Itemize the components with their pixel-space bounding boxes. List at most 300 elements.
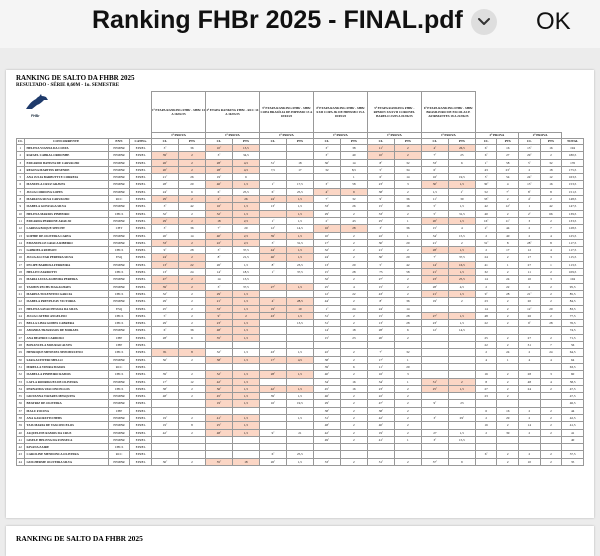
points-cell: 1,5	[448, 290, 475, 297]
table-row[interactable]	[17, 458, 584, 465]
points-cell: 9	[340, 188, 367, 195]
placing-cell: 12º	[421, 327, 448, 334]
total-cell: 77,5	[562, 312, 584, 319]
points-cell: 3	[394, 181, 421, 188]
placing-cell: 19º	[259, 305, 286, 312]
placing-cell: 16	[475, 422, 497, 429]
competitor-name: ANA JULIA BARBUTTI E CORREIA	[24, 174, 108, 181]
points-cell	[448, 349, 475, 356]
placing-cell	[421, 363, 448, 370]
placing-cell: 21º	[421, 290, 448, 297]
rank-cell: 41	[17, 436, 25, 443]
points-cell: 2	[178, 385, 205, 392]
rank-cell: 2	[17, 152, 25, 159]
table-row[interactable]	[17, 210, 584, 217]
table-row[interactable]	[17, 414, 584, 421]
table-row[interactable]	[17, 400, 584, 407]
placing-cell: 31	[519, 342, 541, 349]
table-row[interactable]	[17, 393, 584, 400]
points-cell: 2	[497, 320, 519, 327]
placing-cell: 39º	[313, 363, 340, 370]
placing-cell: 22	[475, 320, 497, 327]
table-row[interactable]	[17, 320, 584, 327]
total-cell: 41,5	[562, 422, 584, 429]
category-cell: EPREL	[130, 414, 152, 421]
points-cell: 2	[340, 356, 367, 363]
points-cell: 17,5	[286, 181, 313, 188]
total-cell: 117,5	[562, 247, 584, 254]
points-cell: 1,5	[286, 414, 313, 421]
competitor-name: BONANCELA MOURAO ALVES	[24, 342, 108, 349]
points-cell	[394, 444, 421, 451]
placing-cell: 1º	[259, 181, 286, 188]
category-cell: EPREL	[130, 298, 152, 305]
placing-cell: 5º	[519, 159, 541, 166]
placing-cell: 16º	[367, 371, 394, 378]
table-row[interactable]	[17, 269, 584, 276]
rank-cell: 1	[17, 145, 25, 152]
placing-cell: 2	[519, 283, 541, 290]
points-cell: 1,5	[232, 327, 259, 334]
points-cell: 1,5	[232, 320, 259, 327]
competitor-name: JULIA CATEBO ANGELINO	[24, 312, 108, 319]
placing-cell: 4º	[313, 188, 340, 195]
points-cell: 2	[178, 414, 205, 421]
table-row[interactable]	[17, 407, 584, 414]
points-cell: 58	[497, 159, 519, 166]
points-cell: 1,5	[448, 312, 475, 319]
placing-cell: 16º	[313, 225, 340, 232]
placing-cell: 14º	[421, 261, 448, 268]
points-cell	[448, 305, 475, 312]
points-cell: 2	[540, 451, 562, 458]
category-cell: EPREL	[130, 378, 152, 385]
points-cell: 2	[178, 239, 205, 246]
points-cell	[178, 451, 205, 458]
column-header: PTS	[178, 139, 205, 145]
points-cell: 25,5	[448, 276, 475, 283]
table-row[interactable]	[17, 196, 584, 203]
points-cell: 2	[497, 385, 519, 392]
title-menu-button[interactable]	[471, 9, 497, 35]
placing-cell: 27	[519, 334, 541, 341]
category-cell: EPREL	[130, 239, 152, 246]
category-cell: EPREL	[130, 174, 152, 181]
table-row[interactable]	[17, 203, 584, 210]
total-cell: 125,5	[562, 232, 584, 239]
points-cell: 2	[178, 290, 205, 297]
points-cell: 58	[340, 181, 367, 188]
points-cell: 7	[540, 342, 562, 349]
points-cell: 2,5	[232, 239, 259, 246]
placing-cell	[205, 363, 232, 370]
competitor-name: GABRIELA RUBSON	[24, 247, 108, 254]
competitor-name: ISABELA PREVPLEAV VICTORIA	[24, 298, 108, 305]
table-row[interactable]	[17, 174, 584, 181]
total-cell: 44	[562, 407, 584, 414]
points-cell: 32	[394, 159, 421, 166]
placing-cell: 10º	[367, 152, 394, 159]
points-cell: 1	[497, 356, 519, 363]
placing-cell: 3º	[367, 225, 394, 232]
placing-cell: 15º	[313, 269, 340, 276]
placing-cell	[259, 210, 286, 217]
placing-cell: 29º	[313, 400, 340, 407]
points-cell: 18,5	[232, 269, 259, 276]
placing-cell: 6º	[475, 451, 497, 458]
placing-cell: 29º	[205, 290, 232, 297]
placing-cell: 5º	[367, 261, 394, 268]
entity-cell: CHLS	[108, 290, 130, 297]
points-cell: 2	[540, 407, 562, 414]
points-cell: 1,5	[232, 261, 259, 268]
table-row[interactable]	[17, 378, 584, 385]
placing-cell: 26º	[205, 261, 232, 268]
points-cell: 2	[394, 400, 421, 407]
points-cell	[232, 451, 259, 458]
points-cell: 31,5	[286, 239, 313, 246]
points-cell: 2	[340, 232, 367, 239]
points-cell: 2	[497, 451, 519, 458]
points-cell: 2	[340, 320, 367, 327]
points-cell: 2	[340, 247, 367, 254]
table-row[interactable]	[17, 363, 584, 370]
rank-cell: 9	[17, 203, 25, 210]
placing-cell: 14	[205, 276, 232, 283]
points-cell: 1,5	[286, 371, 313, 378]
points-cell: 15,5	[448, 232, 475, 239]
total-cell: 133,5	[562, 217, 584, 224]
placing-cell: 2	[475, 414, 497, 421]
placing-cell: 20º	[367, 334, 394, 341]
placing-cell: 42º	[151, 429, 178, 436]
entity-cell: EEMBR	[108, 174, 130, 181]
points-cell	[448, 444, 475, 451]
column-header: PTS	[232, 139, 259, 145]
table-row[interactable]	[17, 422, 584, 429]
total-cell: 35	[562, 458, 584, 465]
points-cell: 1,5	[232, 414, 259, 421]
placing-cell: 3º	[151, 145, 178, 152]
ok-button[interactable]: OK	[536, 8, 571, 35]
table-row[interactable]	[17, 444, 584, 451]
total-cell: 71,5	[562, 334, 584, 341]
points-cell: 2	[540, 334, 562, 341]
points-cell: 2	[497, 378, 519, 385]
points-cell: 2	[394, 393, 421, 400]
points-cell: 2	[394, 276, 421, 283]
placing-cell: 42º	[259, 385, 286, 392]
points-cell	[448, 393, 475, 400]
category-cell: EPREL	[130, 342, 152, 349]
points-cell: 28	[394, 312, 421, 319]
points-cell: 2	[394, 407, 421, 414]
table-row[interactable]	[17, 145, 584, 152]
table-row[interactable]	[17, 188, 584, 195]
rank-cell: 19	[17, 276, 25, 283]
total-cell: 175,5	[562, 166, 584, 173]
placing-cell	[367, 451, 394, 458]
rank-cell: 7	[17, 188, 25, 195]
placing-cell: 6º	[421, 166, 448, 173]
points-cell: 1,5	[286, 196, 313, 203]
points-cell: 1,5	[448, 203, 475, 210]
competitor-name: MALU FOCINA	[24, 407, 108, 414]
table-row[interactable]	[17, 254, 584, 261]
placing-cell: 8º	[259, 261, 286, 268]
placing-cell: 23	[475, 393, 497, 400]
entity-cell: RCC	[108, 451, 130, 458]
placing-cell: 16º	[205, 203, 232, 210]
placing-cell: 32º	[205, 349, 232, 356]
placing-cell: 28º	[205, 159, 232, 166]
entity-cell: EEMBR	[108, 261, 130, 268]
placing-cell	[421, 444, 448, 451]
placing-cell: 21º	[421, 269, 448, 276]
column-header: PTS	[540, 139, 562, 145]
points-cell: 2	[448, 378, 475, 385]
table-row[interactable]	[17, 385, 584, 392]
points-cell: 26	[232, 196, 259, 203]
column-header: PTS	[286, 139, 313, 145]
table-row[interactable]	[17, 429, 584, 436]
placing-cell: 2	[475, 232, 497, 239]
placing-cell	[205, 444, 232, 451]
points-cell: 2	[178, 283, 205, 290]
points-cell: 40	[340, 152, 367, 159]
points-cell: 16	[340, 385, 367, 392]
placing-cell: 29º	[151, 320, 178, 327]
placing-cell: 3º	[151, 225, 178, 232]
points-cell: 4,5	[286, 356, 313, 363]
points-cell	[286, 152, 313, 159]
placing-cell	[519, 393, 541, 400]
points-cell: 6	[232, 174, 259, 181]
stage-header: 1ª ETAPA RANKING FHBr - SHBr 14 A 16/02/25	[151, 92, 205, 133]
table-row[interactable]	[17, 371, 584, 378]
category-cell: EPREL	[130, 436, 152, 443]
table-row[interactable]	[17, 305, 584, 312]
placing-cell: 22	[475, 342, 497, 349]
placing-cell: 31º	[367, 458, 394, 465]
placing-cell: 17º	[367, 356, 394, 363]
entity-cell: RCC	[108, 363, 130, 370]
points-cell: 1,5	[286, 458, 313, 465]
rank-cell: 27	[17, 334, 25, 341]
table-row[interactable]	[17, 232, 584, 239]
placing-cell: 2	[519, 349, 541, 356]
points-cell: 2	[340, 349, 367, 356]
placing-cell: 44º	[259, 247, 286, 254]
placing-cell: 45º	[313, 385, 340, 392]
points-cell: 16	[497, 407, 519, 414]
rank-cell: 44	[17, 458, 25, 465]
category-cell: EPREL	[130, 152, 152, 159]
points-cell: 31,5	[448, 210, 475, 217]
points-cell: 2	[497, 254, 519, 261]
placing-cell: 24	[519, 385, 541, 392]
placing-cell: 3º	[205, 247, 232, 254]
placing-cell	[519, 444, 541, 451]
points-cell: 2	[178, 356, 205, 363]
placing-cell	[313, 451, 340, 458]
table-row[interactable]	[17, 312, 584, 319]
points-cell: 29	[497, 414, 519, 421]
table-row[interactable]	[17, 217, 584, 224]
points-cell: 14	[394, 174, 421, 181]
category-cell: EPREL	[130, 429, 152, 436]
total-cell: 64,5	[562, 349, 584, 356]
total-cell: 113,5	[562, 261, 584, 268]
points-cell: 4,5	[232, 159, 259, 166]
placing-cell: 20º	[421, 217, 448, 224]
placing-cell: 7º	[421, 152, 448, 159]
category-cell: EPREL	[130, 305, 152, 312]
points-cell: 36	[394, 298, 421, 305]
placing-cell: 6º	[259, 451, 286, 458]
points-cell: 8	[540, 188, 562, 195]
placing-cell	[259, 342, 286, 349]
placing-cell: 6º	[475, 145, 497, 152]
total-cell: 76,5	[562, 320, 584, 327]
placing-cell: 3º	[421, 414, 448, 421]
table-row[interactable]	[17, 159, 584, 166]
points-cell	[286, 444, 313, 451]
placing-cell: 38º	[313, 356, 340, 363]
placing-cell	[259, 363, 286, 370]
placing-cell: 24º	[151, 254, 178, 261]
points-cell: 4	[448, 225, 475, 232]
placing-cell: 16º	[475, 217, 497, 224]
points-cell: 16	[540, 181, 562, 188]
points-cell: 28	[340, 225, 367, 232]
competitor-name: JULIA ALCVAR PEREIRA SILVA	[24, 254, 108, 261]
total-cell: 83,5	[562, 305, 584, 312]
entity-cell: EEMBR	[108, 400, 130, 407]
table-row[interactable]	[17, 356, 584, 363]
placing-cell: 18	[205, 217, 232, 224]
competitor-name: GISELE HELENA DA FONSECA	[24, 436, 108, 443]
points-cell	[178, 400, 205, 407]
placing-cell: 24º	[313, 254, 340, 261]
placing-cell: 12º	[519, 305, 541, 312]
points-cell: 14,5	[286, 225, 313, 232]
entity-cell: CHLS	[108, 444, 130, 451]
points-cell	[286, 174, 313, 181]
table-row[interactable]	[17, 225, 584, 232]
points-cell: 37,5	[232, 283, 259, 290]
column-header: PTS	[448, 139, 475, 145]
points-cell	[497, 327, 519, 334]
placing-cell: 20	[519, 298, 541, 305]
points-cell: 58	[394, 269, 421, 276]
placing-cell: 38º	[313, 407, 340, 414]
points-cell: 1,5	[286, 232, 313, 239]
placing-cell	[259, 436, 286, 443]
points-cell: 6	[178, 188, 205, 195]
placing-cell: 39º	[259, 393, 286, 400]
points-cell: 7º	[497, 188, 519, 195]
stage-header: 6ª ETAPA RANKING FHBr - SHBr BRASILEIRO DE ESCOLAS E AFIRMANTES 18 A 22/06/25	[421, 92, 475, 133]
table-row[interactable]	[17, 261, 584, 268]
points-cell: 2	[540, 422, 562, 429]
competitor-name: JAQUELINE RAMOS DA CRUZ	[24, 429, 108, 436]
points-cell: 25,5	[232, 188, 259, 195]
placing-cell: 35º	[205, 458, 232, 465]
table-row[interactable]	[17, 152, 584, 159]
table-row[interactable]	[17, 451, 584, 458]
points-cell: 66	[540, 210, 562, 217]
table-row[interactable]	[17, 283, 584, 290]
placing-cell: 48	[475, 312, 497, 319]
points-cell	[286, 436, 313, 443]
placing-cell: 25º	[313, 283, 340, 290]
points-cell	[178, 407, 205, 414]
table-row[interactable]	[17, 436, 584, 443]
pdf-page-2[interactable]	[6, 526, 594, 556]
points-cell: 1,5	[286, 385, 313, 392]
points-cell: 32	[340, 196, 367, 203]
placing-cell: 25º	[367, 217, 394, 224]
table-row[interactable]	[17, 298, 584, 305]
points-cell: 24	[497, 276, 519, 283]
placing-cell: 3º	[259, 239, 286, 246]
placing-cell: 37º	[421, 458, 448, 465]
points-cell: 2	[178, 210, 205, 217]
points-cell: 14	[178, 232, 205, 239]
entity-cell: EEMBR	[108, 276, 130, 283]
category-cell: EPREL	[130, 458, 152, 465]
table-row[interactable]	[17, 247, 584, 254]
rank-cell: 35	[17, 393, 25, 400]
points-cell: 2	[540, 283, 562, 290]
points-cell: 2	[540, 217, 562, 224]
points-cell: 1,5	[232, 181, 259, 188]
total-cell: 115,5	[562, 254, 584, 261]
placing-cell	[205, 451, 232, 458]
category-cell: EPREL	[130, 225, 152, 232]
points-cell: 15,5	[448, 436, 475, 443]
points-cell: 2	[178, 393, 205, 400]
table-row[interactable]	[17, 342, 584, 349]
points-cell: 2	[497, 298, 519, 305]
rank-cell: 24	[17, 312, 25, 319]
total-cell: 151,5	[562, 188, 584, 195]
points-cell: 26	[340, 203, 367, 210]
rank-cell: 26	[17, 327, 25, 334]
table-row[interactable]	[17, 349, 584, 356]
pdf-page-1[interactable]	[6, 70, 594, 518]
placing-cell: 33º	[475, 196, 497, 203]
points-cell	[448, 356, 475, 363]
table-row[interactable]	[17, 276, 584, 283]
points-cell: 37,5	[232, 247, 259, 254]
placing-cell: 10º	[313, 232, 340, 239]
rank-cell: 34	[17, 385, 25, 392]
points-cell: 1,5	[232, 393, 259, 400]
table-row[interactable]	[17, 166, 584, 173]
placing-cell: 47º	[151, 276, 178, 283]
placing-cell: 38º	[367, 407, 394, 414]
points-cell: 42	[394, 261, 421, 268]
table-row[interactable]	[17, 181, 584, 188]
placing-cell: 1º	[475, 159, 497, 166]
table-row[interactable]	[17, 290, 584, 297]
table-row[interactable]	[17, 334, 584, 341]
table-row[interactable]	[17, 327, 584, 334]
table-row[interactable]	[17, 239, 584, 246]
total-cell: 46,5	[562, 400, 584, 407]
